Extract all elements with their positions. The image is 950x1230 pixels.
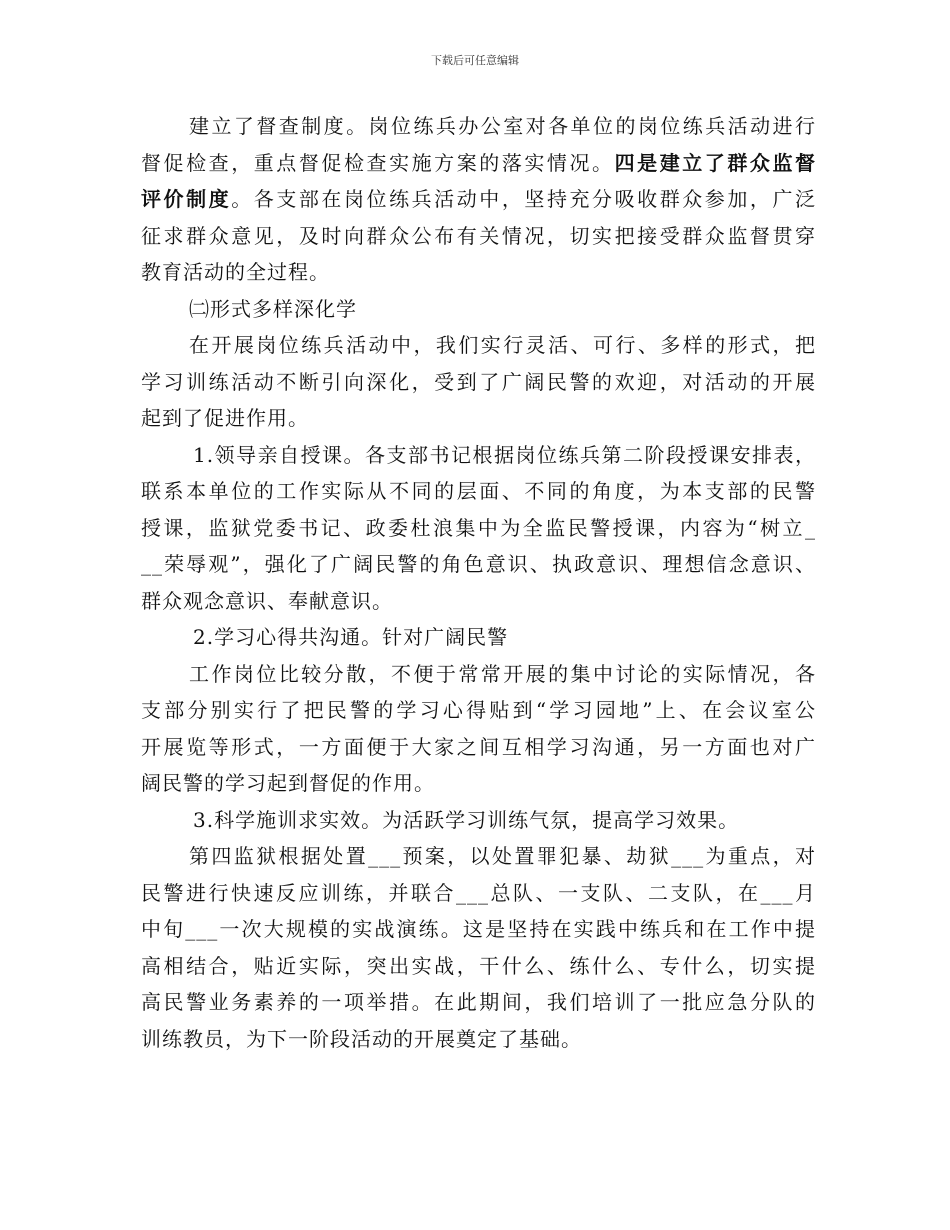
section-heading: ㈡形式多样深化学 xyxy=(189,296,357,321)
text-line: 群众观念意识、奉献意识。 xyxy=(141,588,393,613)
document-body xyxy=(141,108,816,1057)
bold-phrase: 四是建立了群众监督 xyxy=(614,150,817,175)
text-line: 1.领导亲自授课。各支部书记根据岗位练兵第二阶段授课安排表， xyxy=(193,442,816,467)
text-line: 授课，监狱党委书记、政委杜浪集中为全监民警授课，内容为“树立_ xyxy=(141,515,816,540)
text-line: 开展览等形式，一方面便于大家之间互相学习沟通，另一方面也对广 xyxy=(141,734,816,759)
text-line: 阔民警的学习起到督促的作用。 xyxy=(141,771,435,795)
text-line: 2.学习心得共沟通。针对广阔民警 xyxy=(193,625,509,649)
text-line: 3.科学施训求实效。为活跃学习训练气氛，提高学习效果。 xyxy=(193,807,740,832)
page-header: 下载后可任意编辑 xyxy=(431,54,519,67)
bold-phrase: 评价制度 xyxy=(141,187,232,211)
text-line: 教育活动的全过程。 xyxy=(141,260,330,284)
text-line: 建立了督查制度。岗位练兵办公室对各单位的岗位练兵活动进行 xyxy=(189,114,816,138)
text-line: 评价制度。各支部在岗位练兵活动中，坚持充分吸收群众参加，广泛 xyxy=(141,187,817,211)
text-line: 学习训练活动不断引向深化，受到了广阔民警的欢迎，对活动的开展 xyxy=(141,369,816,394)
text-line: 支部分别实行了把民警的学习心得贴到“学习园地”上、在会议室公 xyxy=(141,698,816,722)
text-line: 高民警业务素养的一项举措。在此期间，我们培训了一批应急分队的 xyxy=(141,990,816,1014)
text-line: 联系本单位的工作实际从不同的层面、不同的角度，为本支部的民警 xyxy=(141,479,816,503)
text-line: 中旬___一次大规模的实战演练。这是坚持在实践中练兵和在工作中提 xyxy=(141,917,816,941)
text-line: 第四监狱根据处置___预案，以处置罪犯暴、劫狱___为重点，对 xyxy=(189,844,816,868)
text-line: 工作岗位比较分散，不便于常常开展的集中讨论的实际情况，各 xyxy=(189,661,816,686)
text-line: 征求群众意见，及时向群众公布有关情况，切实把接受群众监督贯穿 xyxy=(141,223,816,248)
text-line: 高相结合，贴近实际，突出实战，干什么、练什么、专什么，切实提 xyxy=(141,953,816,978)
text-line: 起到了促进作用。 xyxy=(141,406,309,430)
text-line: 民警进行快速反应训练，并联合___总队、一支队、二支队，在___月 xyxy=(141,880,816,905)
text-line: 在开展岗位练兵活动中，我们实行灵活、可行、多样的形式，把 xyxy=(189,333,816,357)
text-line: 训练教员，为下一阶段活动的开展奠定了基础。 xyxy=(141,1026,582,1051)
text-line: __荣辱观”，强化了广阔民警的角色意识、执政意识、理想信念意识、 xyxy=(141,552,816,576)
text-line: 督促检查，重点督促检查实施方案的落实情况。四是建立了群众监督 xyxy=(141,150,817,175)
